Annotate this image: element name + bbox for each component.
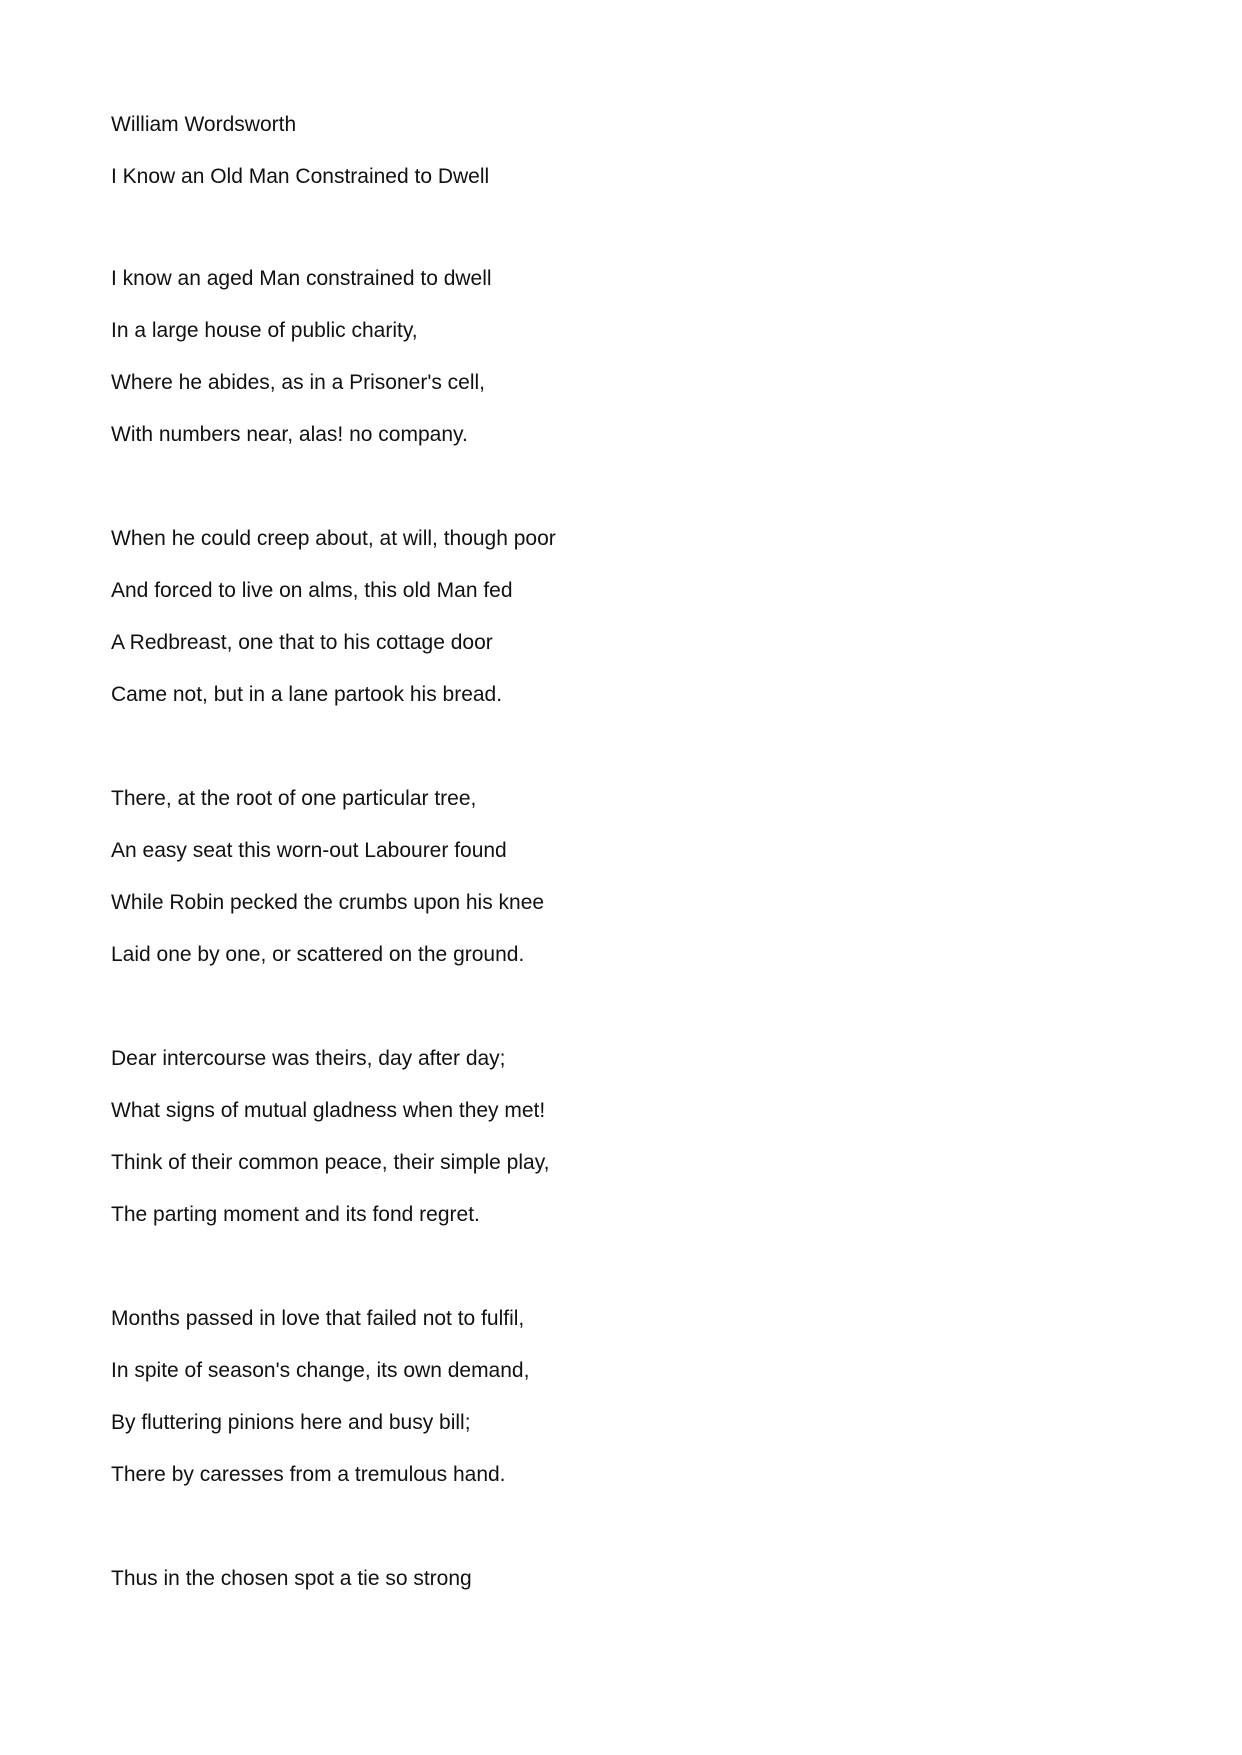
poem-line: Think of their common peace, their simple play, xyxy=(111,1151,550,1174)
poem-line: An easy seat this worn-out Labourer found xyxy=(111,839,507,862)
poem-line: Dear intercourse was theirs, day after day; xyxy=(111,1047,506,1070)
author-name: William Wordsworth xyxy=(111,113,297,136)
poem-line: By fluttering pinions here and busy bill; xyxy=(111,1411,471,1434)
poem-line: There by caresses from a tremulous hand. xyxy=(111,1463,506,1486)
poem-line: In spite of season's change, its own demand, xyxy=(111,1359,530,1382)
poem-line: There, at the root of one particular tree, xyxy=(111,787,477,810)
poem-line: While Robin pecked the crumbs upon his knee xyxy=(111,891,545,914)
poem-title: I Know an Old Man Constrained to Dwell xyxy=(111,165,490,188)
poem-line: In a large house of public charity, xyxy=(111,319,418,342)
poem-line: The parting moment and its fond regret. xyxy=(111,1203,480,1226)
poem-line: When he could creep about, at will, though poor xyxy=(111,527,556,550)
poem-line: Came not, but in a lane partook his bread. xyxy=(111,683,503,706)
poem-line: I know an aged Man constrained to dwell xyxy=(111,267,492,290)
poem-line: Where he abides, as in a Prisoner's cell, xyxy=(111,371,486,394)
poem-line: Thus in the chosen spot a tie so strong xyxy=(111,1567,472,1590)
poem-line: And forced to live on alms, this old Man fed xyxy=(111,579,513,602)
poem-line: What signs of mutual gladness when they met! xyxy=(111,1099,546,1122)
poem-line: With numbers near, alas! no company. xyxy=(111,423,468,446)
poem-line: Months passed in love that failed not to fulfil, xyxy=(111,1307,525,1330)
poem-line: A Redbreast, one that to his cottage door xyxy=(111,631,493,654)
poem-line: Laid one by one, or scattered on the ground. xyxy=(111,943,525,966)
